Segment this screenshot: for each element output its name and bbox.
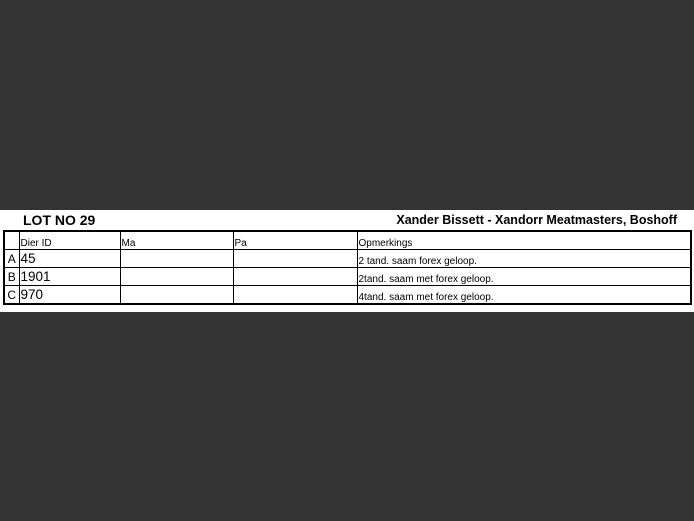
- lot-sheet: [0, 210, 694, 312]
- table-header-row: [4, 231, 691, 250]
- pa-cell: [233, 268, 357, 286]
- ma-cell: [120, 268, 233, 286]
- row-letter: C: [4, 286, 19, 305]
- row-letter: A: [4, 250, 19, 268]
- opmerkings-cell: 4tand. saam met forex geloop.: [357, 286, 691, 305]
- column-header-opmerkings: Opmerkings: [357, 231, 691, 250]
- table-row: [4, 286, 691, 305]
- dier-id-cell: 45: [19, 250, 120, 268]
- lot-title: LOT NO 29: [23, 212, 96, 228]
- pa-cell: [233, 250, 357, 268]
- table-row: [4, 268, 691, 286]
- column-header-pa: Pa: [233, 231, 357, 250]
- dier-id-cell: 1901: [19, 268, 120, 286]
- dier-id-cell: 970: [19, 286, 120, 305]
- opmerkings-cell: 2tand. saam met forex geloop.: [357, 268, 691, 286]
- column-header-dier-id: Dier ID: [19, 231, 120, 250]
- column-header-ma: Ma: [120, 231, 233, 250]
- row-letter: B: [4, 268, 19, 286]
- column-header-letter: [4, 231, 19, 250]
- table-row: [4, 250, 691, 268]
- pa-cell: [233, 286, 357, 305]
- lot-table: [3, 230, 692, 305]
- owner-name: Xander Bissett - Xandorr Meatmasters, Boshoff: [396, 213, 677, 227]
- opmerkings-cell: 2 tand. saam forex geloop.: [357, 250, 691, 268]
- ma-cell: [120, 250, 233, 268]
- ma-cell: [120, 286, 233, 305]
